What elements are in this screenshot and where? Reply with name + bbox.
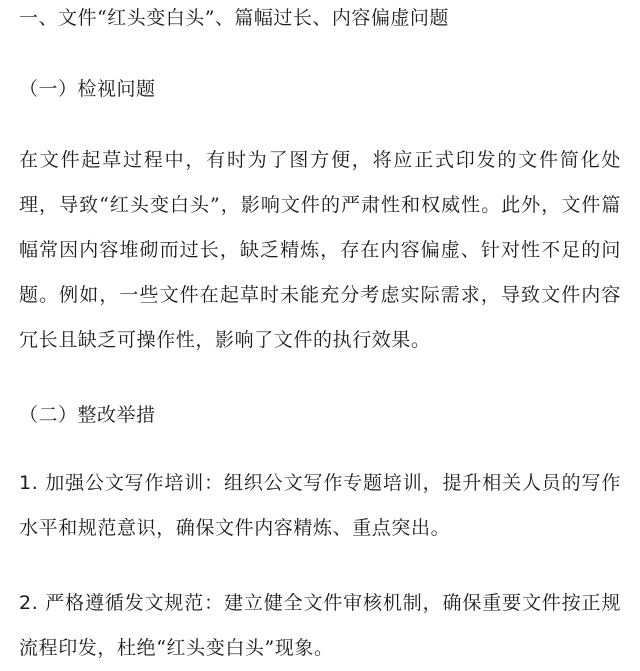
list-item-number: 1.	[19, 472, 39, 494]
list-item-text: 严格遵循发文规范：建立健全文件审核机制，确保重要文件按正规流程印发，杜绝“红头变白头”现象。	[19, 592, 621, 659]
subsection-title-inspection: （一）检视问题	[19, 78, 156, 100]
subsection-title-measures: （二）整改举措	[19, 404, 156, 426]
list-item	[19, 461, 621, 551]
inspection-paragraph: 在文件起草过程中，有时为了图方便，将应正式印发的文件简化处理，导致“红头变白头”，影响文件的严肃性和权威性。此外，文件篇幅常因内容堆砌而过长，缺乏精炼，存在内容偏虚、针对性不足的问题。例如，一些文件在起草时未能充分考虑实际需求，导致文件内容冗长且缺乏可操作性，影响了文件的执行效果。	[19, 149, 621, 351]
section-title: 一、文件“红头变白头”、篇幅过长、内容偏虚问题	[19, 7, 449, 29]
list-item-number: 2.	[19, 592, 39, 614]
list-item	[19, 581, 621, 671]
list-item-text: 加强公文写作培训：组织公文写作专题培训，提升相关人员的写作水平和规范意识，确保文件内容精炼、重点突出。	[19, 472, 621, 539]
